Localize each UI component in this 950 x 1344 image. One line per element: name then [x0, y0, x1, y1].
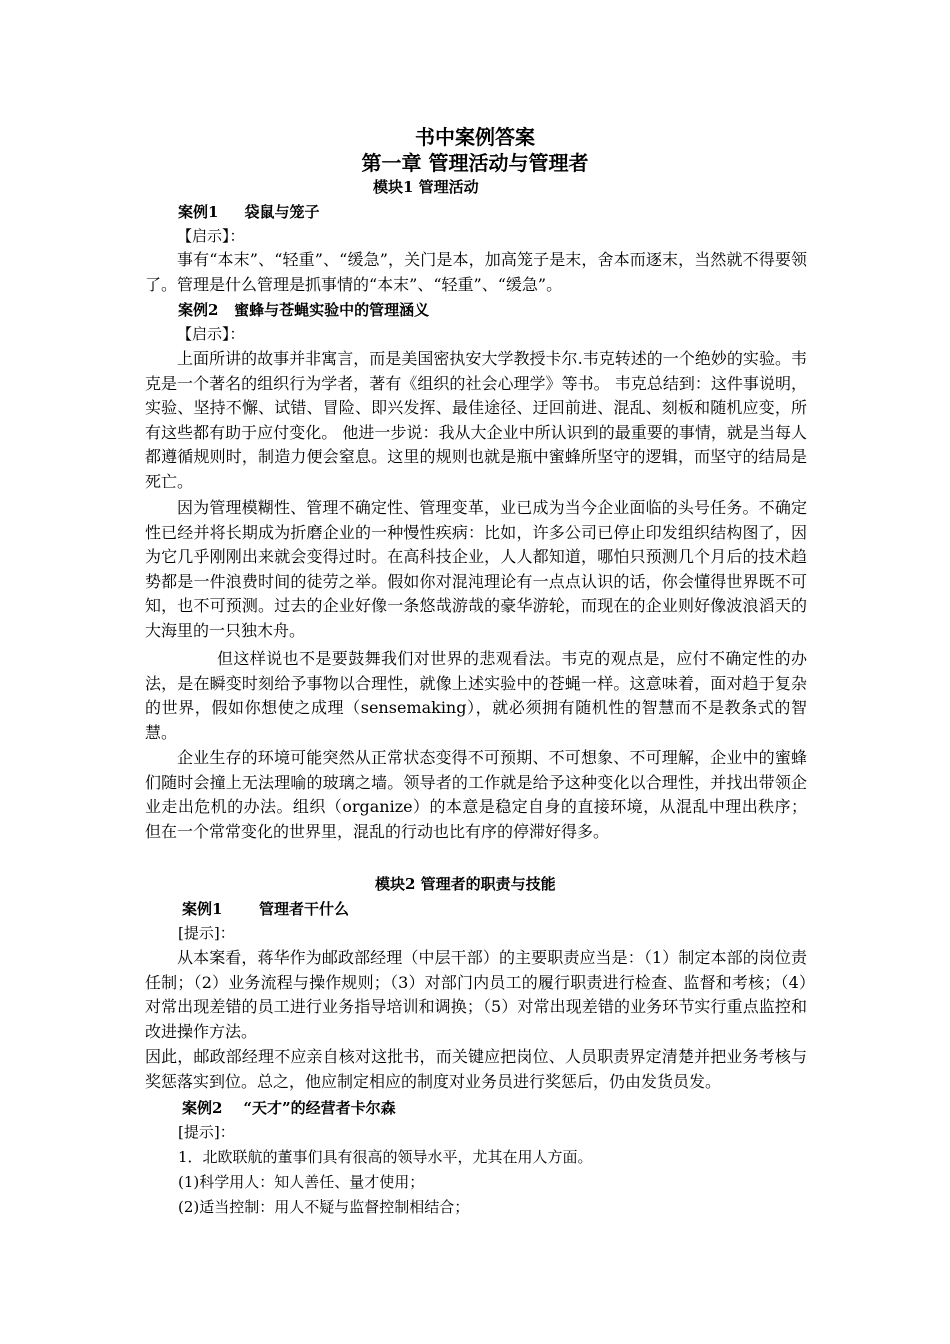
case-4-item-3: (2)适当控制：用人不疑与监督控制相结合； [178, 1198, 470, 1216]
case-1-title: 案例1 袋鼠与笼子 [178, 203, 320, 221]
case-3-hint-label: [提示]： [178, 924, 235, 942]
case-2-paragraph-2: 因为管理模糊性、管理不确定性、管理变革，业已成为当今企业面临的头号任务。不确定性已经并将长期成为折磨企业的一种慢性疾病：比如，许多公司已停止印发组织结构图了，因为它几乎刚刚出来就会变得过时。在高科技企业，人人都知道，哪怕只预测几个月后的技术趋势都是一件浪费时间的徒劳之举。假如你对混沌理论有一点点认识的话，你会懂得世界既不可知，也不可预测。过去的企业好像一条悠哉游哉的豪华游轮，而现在的企业则好像波浪滔天的大海里的一只独木舟。 [145, 498, 807, 640]
case-1-hint-label: 【启示】： [177, 227, 245, 245]
case-2-paragraph-4: 企业生存的环境可能突然从正常状态变得不可预期、不可想象、不可理解，企业中的蜜蜂们随时会撞上无法理喻的玻璃之墙。领导者的工作就是给予这种变化以合理性，并找出带领企业走出危机的办法。组织（organize）的本意是稳定自身的直接环境，从混乱中理出秩序；但在一个常常变化的世界里，混乱的行动也比有序的停滞好得多。 [145, 748, 807, 841]
document-title: 书中案例答案 [415, 125, 535, 149]
case-3-title: 案例1 管理者干什么 [182, 900, 349, 918]
case-2-paragraph-3: 但这样说也不是要鼓舞我们对世界的悲观看法。韦克的观点是，应付不确定性的办法，是在瞬变时刻给予事物以合理性，就像上述实验中的苍蝇一样。这意味着，面对趋于复杂的世界，假如你想使之成理（sensemaking），就必须拥有随机性的智慧而不是教条式的智慧。 [145, 649, 807, 742]
case-2-paragraph-1: 上面所讲的故事并非寓言，而是美国密执安大学教授卡尔.韦克转述的一个绝妙的实验。韦克是一个著名的组织行为学者，著有《组织的社会心理学》等书。 韦克总结到：这件事说明，实验、坚持不懈、试错、冒险、即兴发挥、最佳途径、迂回前进、混乱、刻板和随机应变，所有这些都有助于应付变化。 他进一步说：我从大企业中所认识到的最重要的事情，就是当每人都遵循规则时，制造力便会窒息。这里的规则也就是瓶中蜜蜂所坚守的逻辑，而坚守的结局是死亡。 [145, 349, 807, 491]
case-4-hint-label: [提示]： [178, 1123, 235, 1141]
case-3-paragraph-1: 从本案看，蒋华作为邮政部经理（中层干部）的主要职责应当是：（1）制定本部的岗位责任制；（2）业务流程与操作规则；（3）对部门内员工的履行职责进行检查、监督和考核；（4）对常出现差错的员工进行业务指导培训和调换；（5）对常出现差错的业务环节实行重点监控和改进操作方法。 [145, 948, 807, 1041]
case-4-title: 案例2 “天才”的经营者卡尔森 [182, 1099, 396, 1117]
case-3-paragraph-2: 因此，邮政部经理不应亲自核对这批书，而关键应把岗位、人员职责界定清楚并把业务考核与奖惩落实到位。总之，他应制定相应的制度对业务员进行奖惩后，仍由发货员发。 [145, 1047, 807, 1091]
case-4-item-2: (1)科学用人：知人善任、量才使用； [178, 1173, 425, 1191]
module-1-title: 模块1 管理活动 [373, 178, 479, 196]
case-2-title: 案例2 蜜蜂与苍蝇实验中的管理涵义 [178, 301, 430, 319]
case-1-paragraph: 事有“本末”、“轻重”、“缓急”，关门是本，加高笼子是末，舍本而逐末，当然就不得要领了。管理是什么管理是抓事情的“本末”、“轻重”、“缓急”。 [145, 250, 807, 294]
case-4-item-1: 1．北欧联航的董事们具有很高的领导水平，尤其在用人方面。 [178, 1148, 593, 1166]
module-2-title: 模块2 管理者的职责与技能 [375, 875, 556, 893]
chapter-title: 第一章 管理活动与管理者 [361, 151, 589, 175]
case-2-hint-label: 【启示】： [177, 325, 245, 343]
